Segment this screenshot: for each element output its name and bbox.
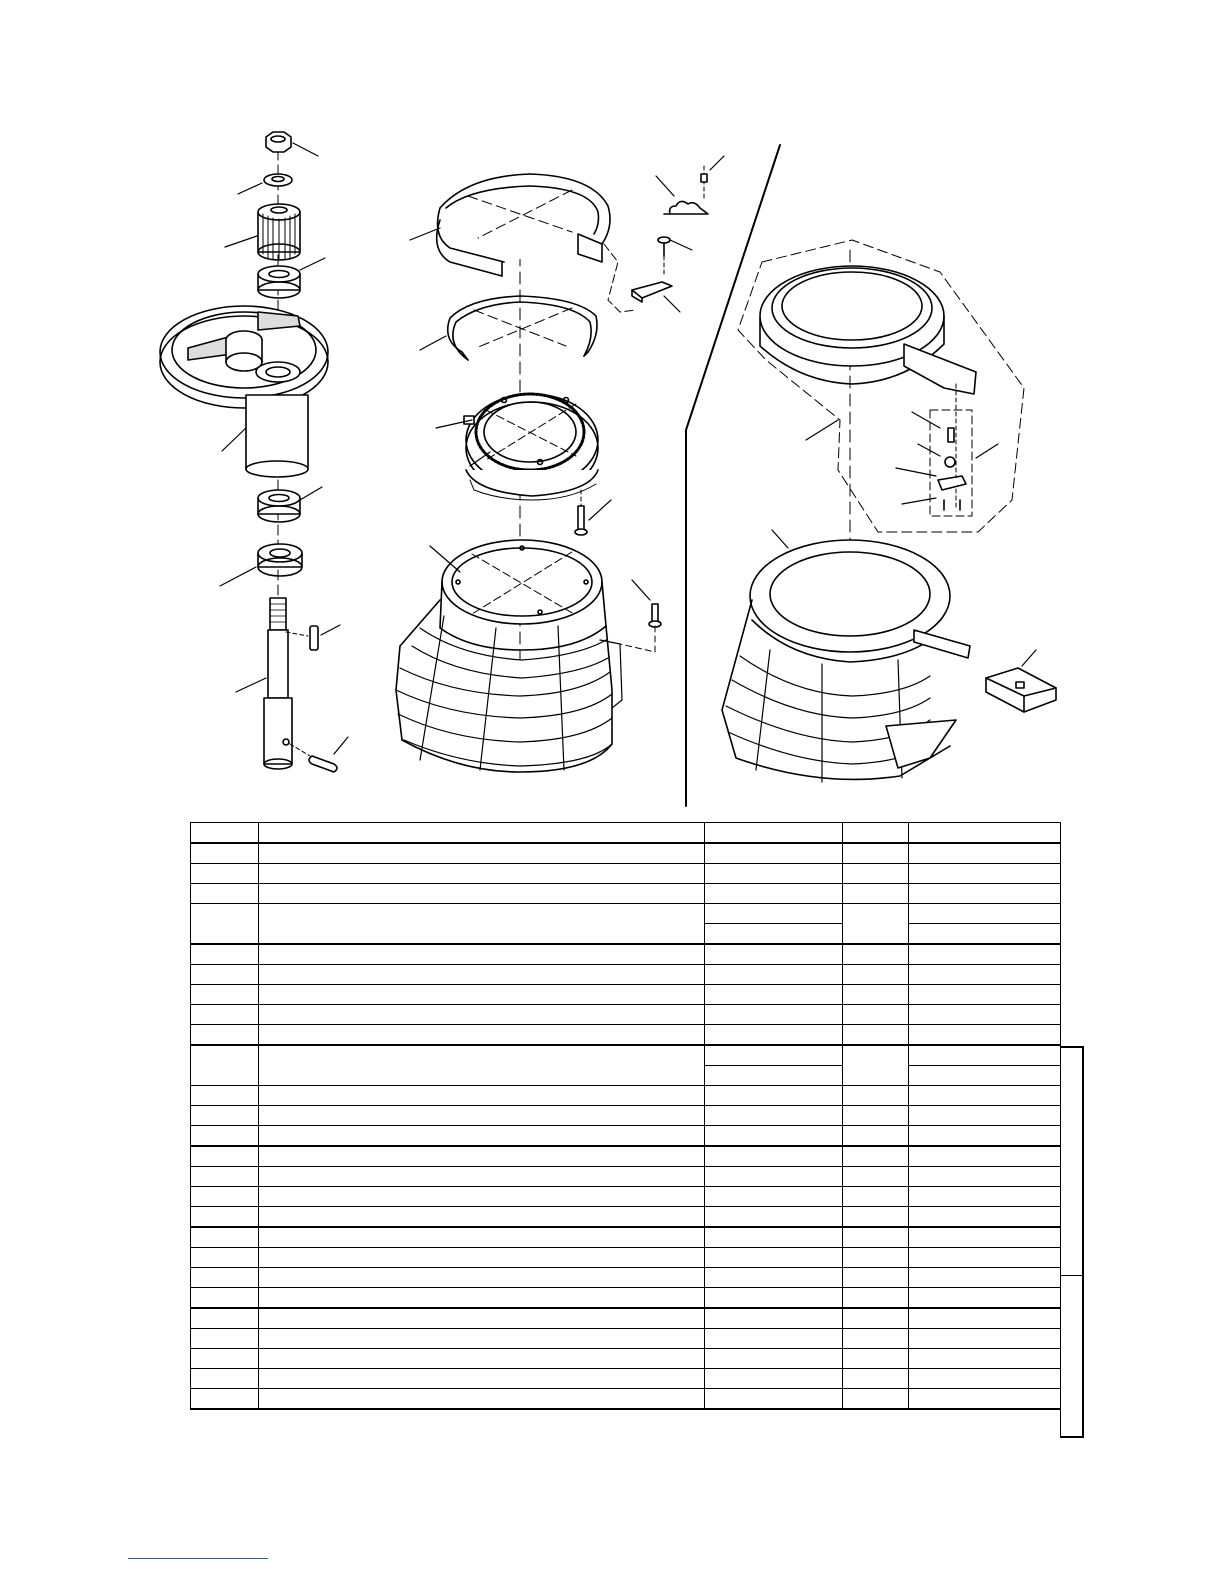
table-cell <box>843 1146 909 1167</box>
table-cell <box>705 1126 843 1147</box>
table-cell <box>191 1005 259 1025</box>
table-row <box>191 843 1061 864</box>
table-cell <box>191 1389 259 1410</box>
table-row <box>191 985 1061 1005</box>
table-header-cell <box>705 823 843 844</box>
table-cell <box>909 1106 1061 1126</box>
table-header-cell <box>259 823 705 844</box>
spur-gear <box>225 204 300 260</box>
table-cell <box>909 1329 1061 1349</box>
table-cell <box>909 1066 1061 1086</box>
middle-basket-assembly <box>396 174 661 772</box>
table-cell <box>191 1025 259 1046</box>
table-cell <box>843 1349 909 1369</box>
table-cell <box>843 904 909 945</box>
table-cell <box>909 904 1061 924</box>
table-cell <box>259 1369 705 1389</box>
table-cell <box>191 1146 259 1167</box>
table-cell <box>909 864 1061 884</box>
parts-list-table <box>190 822 1061 1410</box>
drive-shaft <box>236 598 292 769</box>
table-cell <box>259 1349 705 1369</box>
table-cell <box>259 904 705 945</box>
table-cell <box>843 864 909 884</box>
table-cell <box>705 1146 843 1167</box>
table-cell <box>705 1268 843 1288</box>
table-cell <box>705 904 843 924</box>
table-cell <box>843 1167 909 1187</box>
table-cell <box>259 1248 705 1268</box>
table-cell <box>909 843 1061 864</box>
table-header-row <box>191 823 1061 844</box>
table-cell <box>259 965 705 985</box>
table-cell <box>259 843 705 864</box>
table-cell <box>909 1187 1061 1207</box>
table-cell <box>843 1308 909 1329</box>
table-cell <box>191 985 259 1005</box>
table-row <box>191 1106 1061 1126</box>
table-cell <box>843 1369 909 1389</box>
table-cell <box>909 1227 1061 1248</box>
table-cell <box>909 1389 1061 1410</box>
table-cell <box>259 1207 705 1228</box>
table-cell <box>191 1288 259 1309</box>
table-cell <box>191 1187 259 1207</box>
table-cell <box>843 1207 909 1228</box>
table-cell <box>191 1045 259 1086</box>
table-cell <box>705 1025 843 1046</box>
table-cell <box>191 1106 259 1126</box>
table-cell <box>705 1086 843 1106</box>
table-row <box>191 1268 1061 1288</box>
table-cell <box>191 965 259 985</box>
table-cell <box>191 1167 259 1187</box>
mount-screw-and-bracket <box>632 237 692 312</box>
table-cell <box>705 1227 843 1248</box>
table-cell <box>909 1288 1061 1309</box>
parts-table-side-bracket <box>1060 1046 1084 1438</box>
table-cell <box>259 1025 705 1046</box>
table-cell <box>191 1248 259 1268</box>
table-cell <box>259 1045 705 1086</box>
table-header-cell <box>843 823 909 844</box>
table-cell <box>909 884 1061 904</box>
table-cell <box>909 1126 1061 1147</box>
table-cell <box>259 1288 705 1309</box>
table-cell <box>843 985 909 1005</box>
table-cell <box>705 1349 843 1369</box>
ring-gear-screw <box>575 490 611 535</box>
table-cell <box>259 1268 705 1288</box>
footer-link-underline[interactable] <box>128 1558 268 1559</box>
table-cell <box>191 884 259 904</box>
table-cell <box>259 1187 705 1207</box>
kit-hardware <box>896 410 998 516</box>
table-cell <box>705 1389 843 1410</box>
table-cell <box>909 965 1061 985</box>
table-cell <box>909 1308 1061 1329</box>
table-cell <box>191 1126 259 1147</box>
table-row <box>191 884 1061 904</box>
table-cell <box>259 944 705 965</box>
table-cell <box>909 944 1061 965</box>
table-cell <box>191 1349 259 1369</box>
table-row <box>191 1126 1061 1147</box>
table-cell <box>909 1146 1061 1167</box>
table-row <box>191 1025 1061 1046</box>
table-row <box>191 1288 1061 1309</box>
spring-clip-ring <box>420 296 597 360</box>
basket-side-screw <box>620 580 661 652</box>
table-cell <box>909 1167 1061 1187</box>
table-row <box>191 1308 1061 1329</box>
roll-pin <box>290 737 348 772</box>
table-cell <box>259 1126 705 1147</box>
spacer-bushing <box>220 544 302 586</box>
table-cell <box>259 1227 705 1248</box>
table-row <box>191 1349 1061 1369</box>
drive-pulley <box>160 306 328 477</box>
table-row <box>191 1146 1061 1167</box>
table-cell <box>705 1248 843 1268</box>
table-cell <box>843 1389 909 1410</box>
assembly-divider-line <box>686 145 780 430</box>
table-row <box>191 904 1061 924</box>
table-cell <box>705 1288 843 1309</box>
washer <box>238 174 292 194</box>
table-cell <box>259 864 705 884</box>
table-cell <box>705 1329 843 1349</box>
kit-wire-basket <box>722 530 970 782</box>
table-cell <box>705 944 843 965</box>
table-cell <box>259 1146 705 1167</box>
table-cell <box>843 1268 909 1288</box>
table-cell <box>843 1106 909 1126</box>
table-row <box>191 1167 1061 1187</box>
table-cell <box>191 1369 259 1389</box>
lower-bearing <box>258 487 322 522</box>
table-cell <box>259 1308 705 1329</box>
table-cell <box>705 1005 843 1025</box>
table-cell <box>909 1025 1061 1046</box>
table-header-cell <box>909 823 1061 844</box>
table-cell <box>705 1369 843 1389</box>
table-cell <box>191 1086 259 1106</box>
table-cell <box>705 1187 843 1207</box>
table-header-cell <box>191 823 259 844</box>
table-row <box>191 864 1061 884</box>
table-cell <box>909 1086 1061 1106</box>
table-cell <box>843 1248 909 1268</box>
table-cell <box>909 1349 1061 1369</box>
table-cell <box>909 1005 1061 1025</box>
top-retaining-ring <box>410 174 636 312</box>
right-basket-kit <box>722 240 1056 782</box>
table-cell <box>259 1086 705 1106</box>
table-cell <box>191 904 259 945</box>
top-right-small-parts <box>632 156 724 312</box>
table-cell <box>705 965 843 985</box>
table-cell <box>259 884 705 904</box>
table-cell <box>843 1126 909 1147</box>
table-cell <box>191 864 259 884</box>
table-row <box>191 1207 1061 1228</box>
table-cell <box>259 1005 705 1025</box>
table-cell <box>191 1329 259 1349</box>
table-row <box>191 1389 1061 1410</box>
table-cell <box>705 1106 843 1126</box>
table-cell <box>843 884 909 904</box>
table-cell <box>705 1207 843 1228</box>
table-cell <box>843 1187 909 1207</box>
cover-label <box>656 156 724 214</box>
table-row <box>191 1045 1061 1066</box>
ring-gear <box>436 394 598 500</box>
shaft-key <box>286 625 340 650</box>
table-cell <box>705 864 843 884</box>
table-cell <box>909 985 1061 1005</box>
table-cell <box>843 1005 909 1025</box>
table-row <box>191 965 1061 985</box>
table-cell <box>191 1268 259 1288</box>
table-cell <box>705 843 843 864</box>
upper-bearing <box>258 258 325 298</box>
table-row <box>191 944 1061 965</box>
table-cell <box>843 1045 909 1086</box>
table-row <box>191 1227 1061 1248</box>
table-row <box>191 1369 1061 1389</box>
table-cell <box>843 944 909 965</box>
table-cell <box>191 944 259 965</box>
table-cell <box>705 985 843 1005</box>
kit-top-ring <box>760 266 976 510</box>
table-row <box>191 1005 1061 1025</box>
table-cell <box>259 1329 705 1349</box>
table-cell <box>259 985 705 1005</box>
table-cell <box>843 1227 909 1248</box>
table-cell <box>191 1227 259 1248</box>
table-cell <box>843 1288 909 1309</box>
table-cell <box>909 1248 1061 1268</box>
table-cell <box>259 1389 705 1410</box>
table-cell <box>843 1086 909 1106</box>
table-cell <box>705 1045 843 1066</box>
hex-nut <box>266 132 318 156</box>
side-bracket-divider <box>1061 1275 1082 1276</box>
table-row <box>191 1248 1061 1268</box>
table-cell <box>705 1308 843 1329</box>
table-cell <box>705 1167 843 1187</box>
table-cell <box>909 1369 1061 1389</box>
table-cell <box>909 1268 1061 1288</box>
table-cell <box>909 1045 1061 1066</box>
left-shaft-assembly <box>160 132 348 772</box>
table-cell <box>191 1207 259 1228</box>
table-cell <box>259 1167 705 1187</box>
table-cell <box>843 1025 909 1046</box>
table-cell <box>843 965 909 985</box>
table-cell <box>705 1066 843 1086</box>
table-cell <box>909 924 1061 945</box>
table-cell <box>705 884 843 904</box>
table-cell <box>843 843 909 864</box>
wire-basket <box>396 540 622 772</box>
table-cell <box>191 843 259 864</box>
table-cell <box>259 1106 705 1126</box>
table-row <box>191 1086 1061 1106</box>
table-cell <box>705 924 843 945</box>
table-cell <box>191 1308 259 1329</box>
table-cell <box>843 1329 909 1349</box>
table-cell <box>909 1207 1061 1228</box>
table-row <box>191 1187 1061 1207</box>
table-row <box>191 1329 1061 1349</box>
kit-latch-block <box>986 650 1056 712</box>
